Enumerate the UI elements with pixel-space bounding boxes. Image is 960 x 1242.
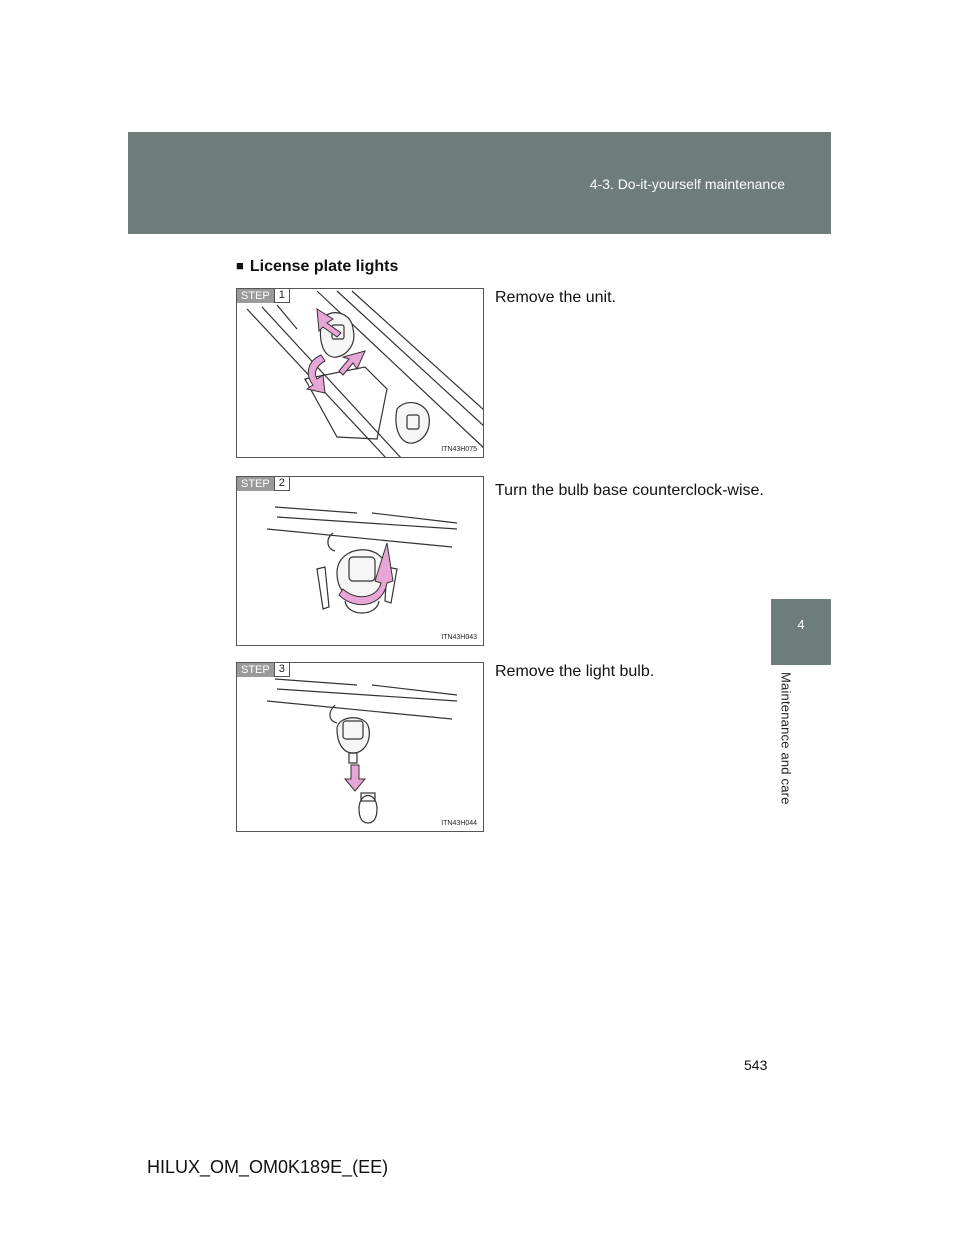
figure-code: ITN43H044 (441, 820, 477, 827)
step-3-text: Remove the light bulb. (495, 663, 655, 680)
heading-text: License plate lights (249, 258, 399, 275)
chapter-number: 4 (797, 617, 805, 632)
step-2-figure (236, 476, 484, 646)
figure-code: ITN43H043 (441, 634, 477, 641)
step-3-badge: STEP 3 (237, 663, 290, 677)
section-title: 4-3. Do-it-yourself maintenance (589, 176, 785, 192)
bulb-base-illustration (237, 477, 484, 646)
step-1-text: Remove the unit. (495, 289, 616, 306)
chapter-title-vertical (771, 672, 801, 832)
figure-code: ITN43H075 (441, 446, 477, 453)
page-number: 543 (744, 1057, 768, 1073)
section-heading (236, 258, 398, 276)
header-band (128, 132, 831, 234)
step-1-badge: STEP 1 (237, 289, 290, 303)
step-2-badge: STEP 2 (237, 477, 290, 491)
chapter-title: Maintenance and care (778, 672, 794, 805)
chapter-tab[interactable] (771, 599, 831, 665)
step-2-text: Turn the bulb base counterclock-wise. (495, 482, 764, 499)
step-1-figure (236, 288, 484, 458)
square-bullet-icon: ■ (236, 258, 244, 273)
light-bulb-removal-illustration (237, 663, 484, 832)
license-plate-unit-illustration (237, 289, 484, 458)
step-3-figure (236, 662, 484, 832)
document-code: HILUX_OM_OM0K189E_(EE) (147, 1157, 389, 1177)
